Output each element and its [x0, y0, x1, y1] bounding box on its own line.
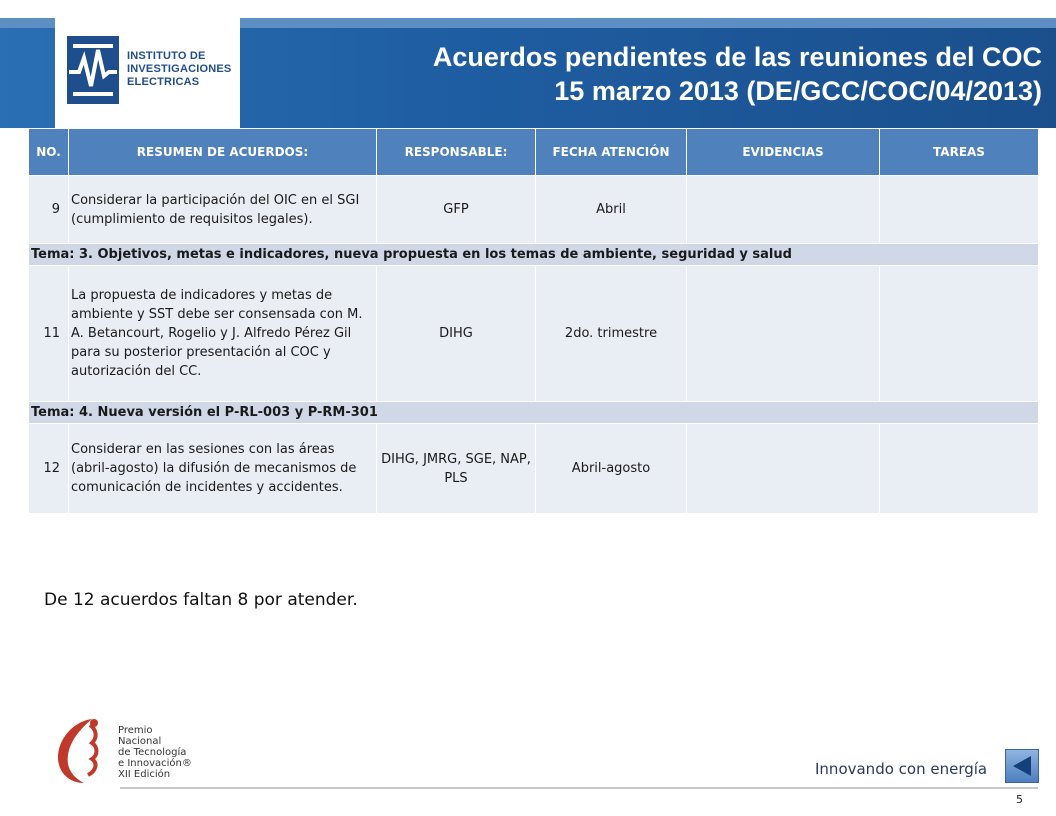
table-row — [29, 424, 1039, 514]
premio-line-5: XII Edición — [118, 769, 171, 780]
premio-line-4: e Innovación® — [118, 758, 192, 769]
logo-line-1: INSTITUTO DE — [127, 50, 206, 62]
row-evidencias — [687, 266, 880, 402]
row-tareas — [880, 424, 1039, 514]
summary-text: De 12 acuerdos faltan 8 por atender. — [44, 590, 358, 610]
header-resumen: RESUMEN DE ACUERDOS: — [69, 129, 377, 176]
iie-logo — [55, 18, 240, 128]
table-row — [29, 176, 1039, 244]
page-number: 5 — [1016, 793, 1023, 806]
previous-slide-button[interactable] — [1005, 749, 1039, 783]
row-no: 9 — [29, 176, 69, 244]
row-no: 12 — [29, 424, 69, 514]
row-tareas — [880, 266, 1039, 402]
row-evidencias — [687, 176, 880, 244]
premio-logo-icon — [52, 715, 114, 787]
agreements-table-wrap — [28, 128, 1038, 514]
row-resumen: La propuesta de indicadores y metas de ambiente y SST debe ser consensada con M. A. Betancourt, Rogelio y J. Alfredo Pérez Gil para su posterior presentación al COC y autorización del CC. — [69, 266, 377, 402]
header-no: NO. — [29, 129, 69, 176]
agreements-table — [28, 128, 1039, 514]
triangle-left-icon — [1013, 756, 1031, 776]
tema-label: Tema: 4. Nueva versión el P-RL-003 y P-RM-301 — [29, 402, 1039, 424]
footer-slogan: Innovando con energía — [815, 760, 988, 778]
row-responsable: DIHG — [377, 266, 536, 402]
row-responsable: GFP — [377, 176, 536, 244]
header-evidencias: EVIDENCIAS — [687, 129, 880, 176]
footer-divider — [120, 787, 1038, 789]
row-evidencias — [687, 424, 880, 514]
row-resumen: Considerar la participación del OIC en el SGI (cumplimiento de requisitos legales). — [69, 176, 377, 244]
title-line-1: Acuerdos pendientes de las reuniones del COC — [432, 42, 1042, 72]
tema-row — [29, 402, 1039, 424]
row-no: 11 — [29, 266, 69, 402]
premio-line-2: Nacional — [118, 736, 162, 747]
premio-text — [118, 725, 192, 780]
row-fecha: Abril — [536, 176, 687, 244]
iie-logo-icon — [67, 36, 119, 104]
tema-row — [29, 244, 1039, 266]
premio-line-3: de Tecnología — [118, 747, 187, 758]
row-fecha: 2do. trimestre — [536, 266, 687, 402]
table-row — [29, 266, 1039, 402]
premio-line-1: Premio — [118, 725, 153, 736]
logo-line-2: INVESTIGACIONES — [127, 63, 232, 75]
header-fecha: FECHA ATENCIÓN — [536, 129, 687, 176]
iie-logo-text — [127, 50, 231, 89]
header-tareas: TAREAS — [880, 129, 1039, 176]
row-resumen: Considerar en las sesiones con las áreas (abril-agosto) la difusión de mecanismos de comunicación de incidentes y accidentes. — [69, 424, 377, 514]
table-header-row — [29, 129, 1039, 176]
page-title — [282, 40, 1042, 108]
header-responsable: RESPONSABLE: — [377, 129, 536, 176]
tema-label: Tema: 3. Objetivos, metas e indicadores, nueva propuesta en los temas de ambiente, seguridad y salud — [29, 244, 1039, 266]
row-responsable: DIHG, JMRG, SGE, NAP, PLS — [377, 424, 536, 514]
row-tareas — [880, 176, 1039, 244]
row-fecha: Abril-agosto — [536, 424, 687, 514]
logo-line-3: ELECTRICAS — [127, 76, 200, 88]
title-line-2: 15 marzo 2013 (DE/GCC/COC/04/2013) — [554, 76, 1042, 106]
